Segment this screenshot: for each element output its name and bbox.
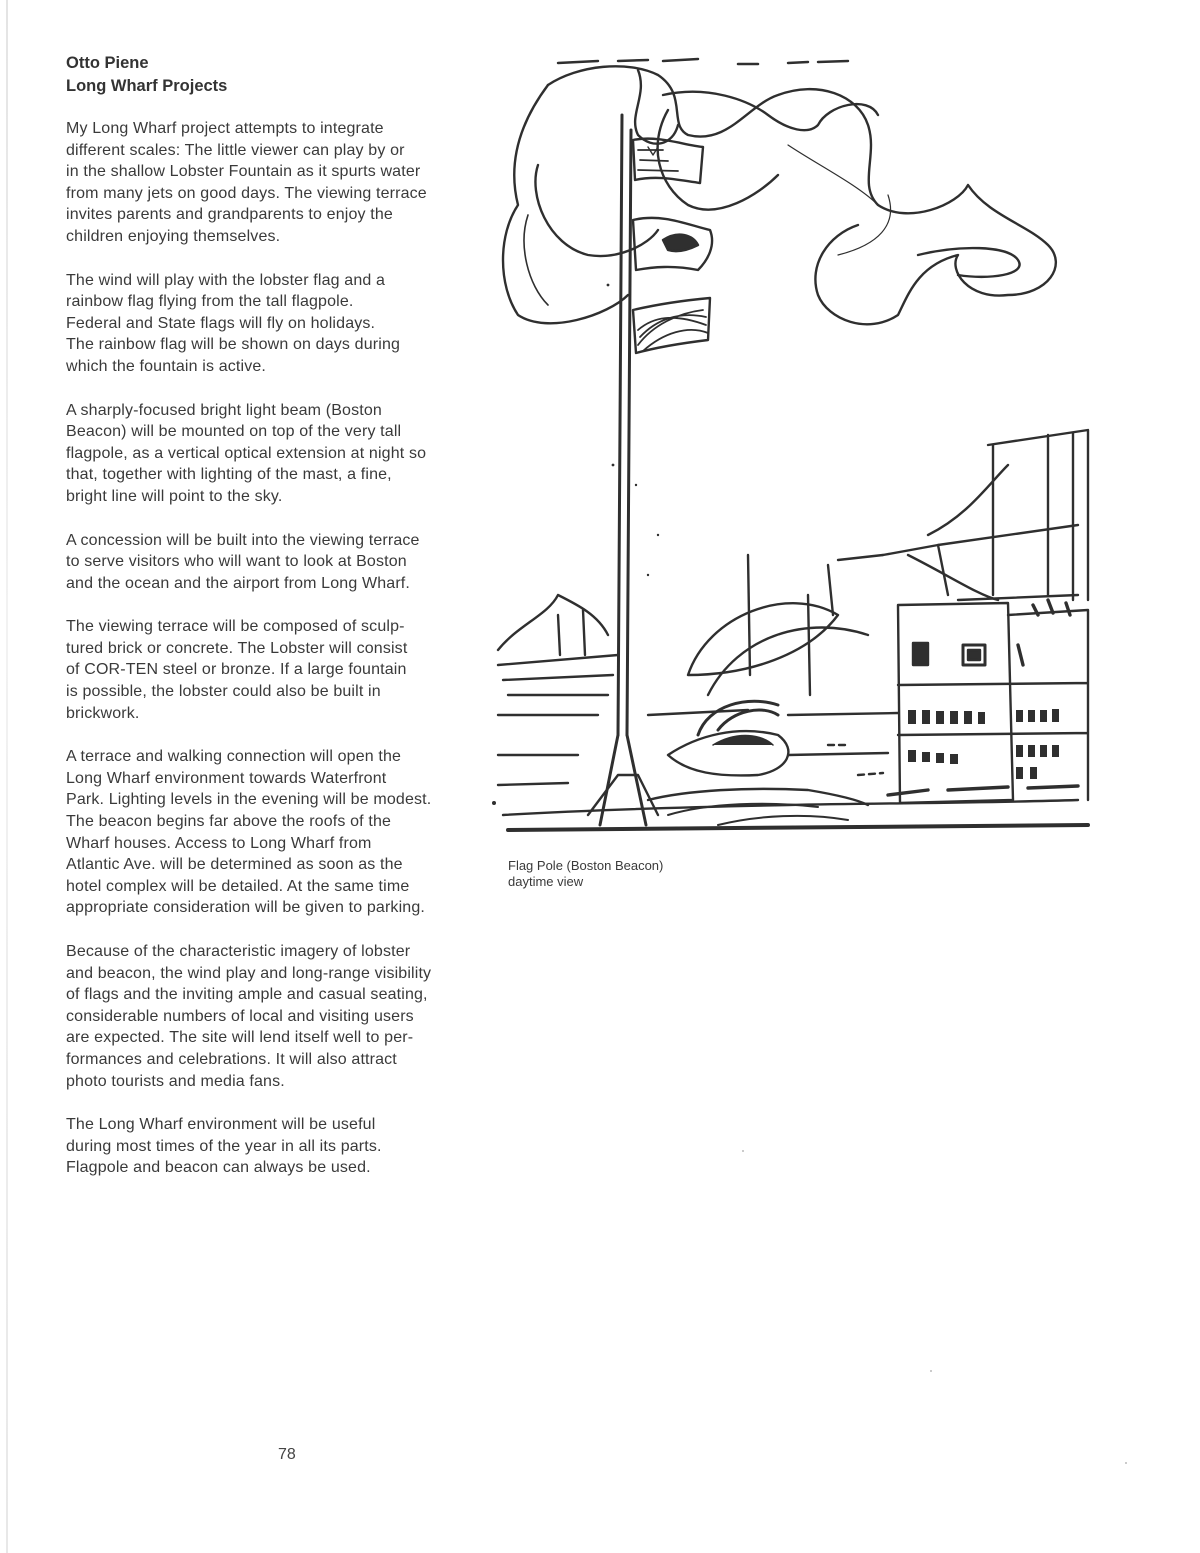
paper-speck xyxy=(742,1150,744,1152)
paper-speck xyxy=(930,1370,932,1372)
paragraph-1: My Long Wharf project attempts to integrate different scales: The little viewer can play by or in the shallow Lobster Fountain as it spurts water from many jets on good days. The viewing terrace invites parents and grandparents to enjoy the children enjoying themselves. xyxy=(66,120,427,245)
harbor-skyline xyxy=(498,430,1088,830)
top-dash-marks xyxy=(558,59,848,64)
flagpole-sketch xyxy=(488,55,1100,840)
paragraph-3: A sharply-focused bright light beam (Boston Beacon) will be mounted on top of the very tall flagpole, as a vertical optical extension at night so that, together with lighting of the mast, a fine, bright line will point to the sky. xyxy=(66,401,427,505)
rainbow-flag xyxy=(633,298,710,353)
paragraph-2: The wind will play with the lobster flag and a rainbow flag flying from the tall flagpole. Federal and State flags will fly on holidays. The rainbow flag will be shown on days during which the fountain is active. xyxy=(66,271,401,375)
paragraph-7: Because of the characteristic imagery of lobster and beacon, the wind play and long-range visibility of flags and the inviting ample and casual seating, considerable numbers of local and visiting users are expected. The site will lend itself well to per- formances and celebrations. It will also attract photo tourists and media fans. xyxy=(66,943,432,1090)
article-text xyxy=(66,52,476,1201)
us-flag xyxy=(633,139,703,183)
paragraph-6: A terrace and walking connection will open the Long Wharf environment towards Waterfront Park. Lighting levels in the evening will be modest. The beacon begins far above the roofs of the Wharf houses. Access to Long Wharf from Atlantic Ave. will be determined as soon as the hotel complex will be detailed. At the same time appropriate consideration will be given to parking. xyxy=(66,748,432,917)
paragraph-5: The viewing terrace will be composed of sculp- tured brick or concrete. The Lobster will consist of COR-TEN steel or bronze. If a large fountain is possible, the lobster could also be built in brickwork. xyxy=(66,618,408,722)
page-edge xyxy=(6,0,8,1553)
page-number: 78 xyxy=(278,1446,296,1463)
cloud-scribble xyxy=(503,66,1056,324)
author-name: Otto Piene xyxy=(66,54,149,72)
paper-speck xyxy=(1125,1462,1127,1464)
sketch-specks xyxy=(492,284,659,805)
paragraph-8: The Long Wharf environment will be useful during most times of the year in all its parts. Flagpole and beacon can always be used. xyxy=(66,1116,382,1177)
figure-caption: Flag Pole (Boston Beacon) daytime view xyxy=(508,858,664,889)
paragraph-4: A concession will be built into the viewing terrace to serve visitors who will want to look at Boston and the ocean and the airport from Long Wharf. xyxy=(66,531,420,592)
article-title: Long Wharf Projects xyxy=(66,77,228,95)
flag-pole xyxy=(600,115,646,825)
